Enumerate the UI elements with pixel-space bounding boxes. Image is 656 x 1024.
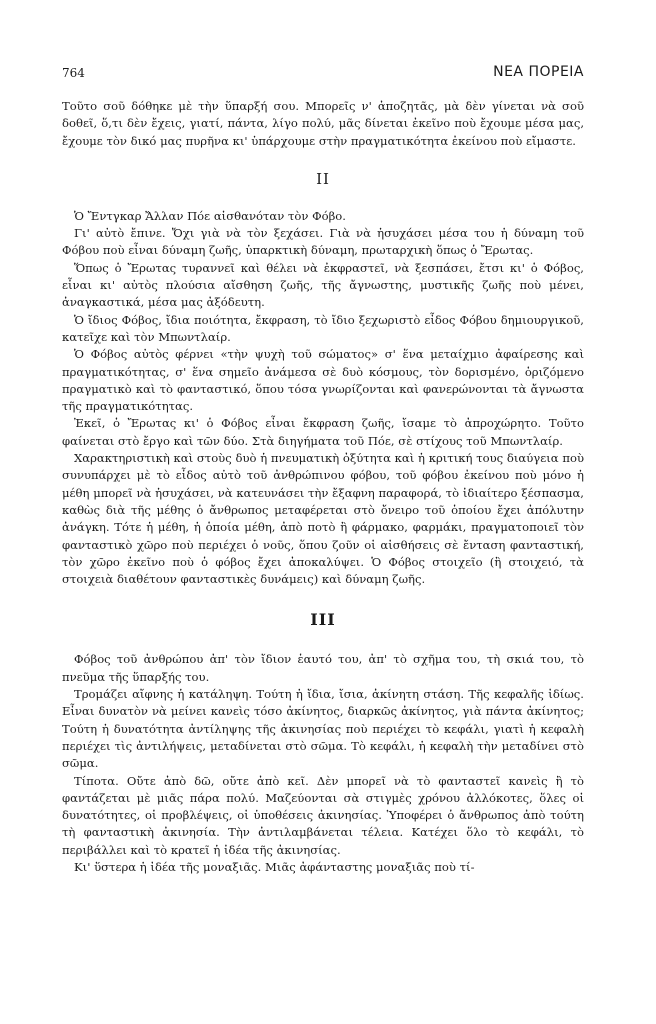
paragraph: Γι' αὐτὸ ἔπινε. Ὄχι γιὰ νὰ τὸν ξεχάσει. Γιὰ νὰ ἡσυχάσει μέσα του ἡ δύναμη τοῦ Φόβου ποὺ εἶναι δύναμη ζωῆς, ὑπαρκτικὴ δύναμη, πρωταρχικὴ ὅπως ὁ Ἔρωτας. [62,226,584,258]
page-number: 764 [62,66,85,80]
paragraph: Χαρακτηριστικὴ καὶ στοὺς δυὸ ἡ πνευματικὴ ὀξύτητα καὶ ἡ κριτική τους διαύγεια ποὺ συνυπάρχει μὲ τὸ εἶδος αὐτὸ τοῦ ἀνθρώπινου φόβου, τοῦ φόβου ἐκείνου ποὺ μόνο ἡ μέθη μπορεῖ νὰ ἡσυχάσει, νὰ κατευνάσει τὴν ἔξαφνη παραφορά, τὸ ἰδιαίτερο ξέσπασμα, καθὼς διὰ τῆς μέθης ὁ ἄνθρωπος μεταφέρεται στὸ ὄνειρο τοῦ ὁποίου ἔχει ἀπόλυτην ἀνάγκη. Τότε ἡ μέθη, ἡ ὁποία μέθη, ἀπὸ ποτὸ ἢ φάρμακο, φαρμάκι, πραγματοποιεῖ τὸν φανταστικὸ χῶρο ποὺ περιέχει ὁ νοῦς, ὅπου ζοῦν οἱ αἰσθήσεις σὲ ἔνταση φανταστική, τὸν χῶρο ἐκεῖνο ποὺ ὁ φόβος ἔχει ἀποκαλύψει. Ὁ Φόβος στοιχεῖο (ἢ στοιχειό, τὰ στοιχειὰ διαθέτουν φανταστικὲς δυνάμεις) καὶ δύναμη ζωῆς. [62,451,584,587]
journal-title: ΝΕΑ ΠΟΡΕΙΑ [493,64,584,80]
paragraph: Ὅπως ὁ Ἔρωτας τυραννεῖ καὶ θέλει νὰ ἐκφραστεῖ, νὰ ξεσπάσει, ἔτσι κι' ὁ Φόβος, εἶναι κι' αὐτὸς πλούσια αἴσθηση ζωῆς, τῆς ἄγνωστης, μυστικῆς ζωῆς ποὺ μένει, ἀναγκαστικά, μέσα μας ἀξόδευτη. [62,260,584,310]
book-page [62,58,584,988]
opening-paragraph: Τοῦτο σοῦ δόθηκε μὲ τὴν ὕπαρξή σου. Μπορεῖς ν' ἀποζητᾶς, μὰ δὲν γίνεται νὰ σοῦ δοθεῖ, ὅ,τι δὲν ἔχεις, γιατί, πάντα, λίγο πολύ, μᾶς δίνεται ἐκεῖνο ποὺ ἔχουμε μέσα μας, ἔχουμε τὸν δικό μας πυρῆνα κι' ὑπάρχουμε στὴν πραγματικότητα ἐκείνου ποὺ εἴμαστε. [62,99,584,148]
paragraph: Ὁ Ἔντγκαρ Ἄλλαν Πόε αἰσθανόταν τὸν Φόβο. [74,208,346,223]
paragraph: Ἐκεῖ, ὁ Ἔρωτας κι' ὁ Φόβος εἶναι ἔκφραση ζωῆς, ἴσαμε τὸ ἀπροχώρητο. Τοῦτο φαίνεται στὸ ἔργο καὶ τῶν δύο. Στὰ διηγήματα τοῦ Πόε, σὲ στίχους τοῦ Μπωντλαίρ. [62,416,584,448]
section-heading-three: III [310,610,336,630]
paragraph: Τρομάζει αἴφνης ἡ κατάληψη. Τούτη ἡ ἴδια, ἴσια, ἀκίνητη στάση. Τῆς κεφαλῆς ἰδίως. Εἶναι δυνατὸν νὰ μείνει κανεὶς τόσο ἀκίνητος, διαρκῶς ἀκίνητος, γιὰ πάντα ἀκίνητος; Τούτη ἡ δυνατότητα ἀντίληψης τῆς ἀκινησίας ποὺ περιέχει τὸ κεφάλι, γιατὶ ἡ κεφαλὴ περιέχει τὶς ἀντιλήψεις, μεταδίνεται στὸ σῶμα. Τὸ κεφάλι, ἡ κεφαλὴ τὴν μεταδίνει στὸ σῶμα. [62,687,584,771]
section-heading-two: II [316,169,330,188]
running-header [62,58,584,86]
paragraph: Τίποτα. Οὔτε ἀπὸ δῶ, οὔτε ἀπὸ κεῖ. Δὲν μπορεῖ νὰ τὸ φανταστεῖ κανεὶς ἢ τὸ φαντάζεται μὲ μιᾶς πάρα πολύ. Μαζεύονται σὰ στιγμὲς χρόνου ἀλλόκοτες, ὅλες οἱ δυνατότητες, οἱ προβλέψεις, οἱ ὑποθέσεις ἀκινησίας. Ὑποφέρει ὁ ἄνθρωπος ἀπὸ τούτη τὴ φανταστικὴ ἀκινησία. Τὴν ἀντιλαμβάνεται τέλεια. Κατέχει ὅλο τὸ κεφάλι, τὸ περιβάλλει καὶ τὸ κρατεῖ ἡ ἰδέα τῆς ἀκινησίας. [62,773,584,857]
body-text [62,98,584,876]
paragraph: Ὁ ἴδιος Φόβος, ἴδια ποιότητα, ἔκφραση, τὸ ἴδιο ξεχωριστὸ εἶδος Φόβου δημιουργικοῦ, κατεῖχε καὶ τὸν Μπωντλαίρ. [62,312,584,344]
paragraph: Φόβος τοῦ ἀνθρώπου ἀπ' τὸν ἴδιον ἑαυτό του, ἀπ' τὸ σχῆμα του, τὴ σκιά του, τὸ πνεῦμα τῆς ὕπαρξής του. [62,652,584,684]
paragraph: Κι' ὕστερα ἡ ἰδέα τῆς μοναξιᾶς. Μιᾶς ἀφάνταστης μοναξιᾶς ποὺ τί- [74,859,475,874]
paragraph: Ὁ Φόβος αὐτὸς φέρνει «τὴν ψυχὴ τοῦ σώματος» σ' ἕνα μεταίχμιο ἀφαίρεσης καὶ πραγματικότητας, σ' ἕνα σημεῖο ἀνάμεσα σὲ δυὸ κόσμους, τὸν δορισμένο, ὁριζόμενο πραγματικὸ καὶ τὸ φανταστικό, ὅπου τόσα γνωρίζονται καὶ φανερώνονται τὰ ἄγνωστα τῆς πραγματικότητας. [62,347,584,414]
